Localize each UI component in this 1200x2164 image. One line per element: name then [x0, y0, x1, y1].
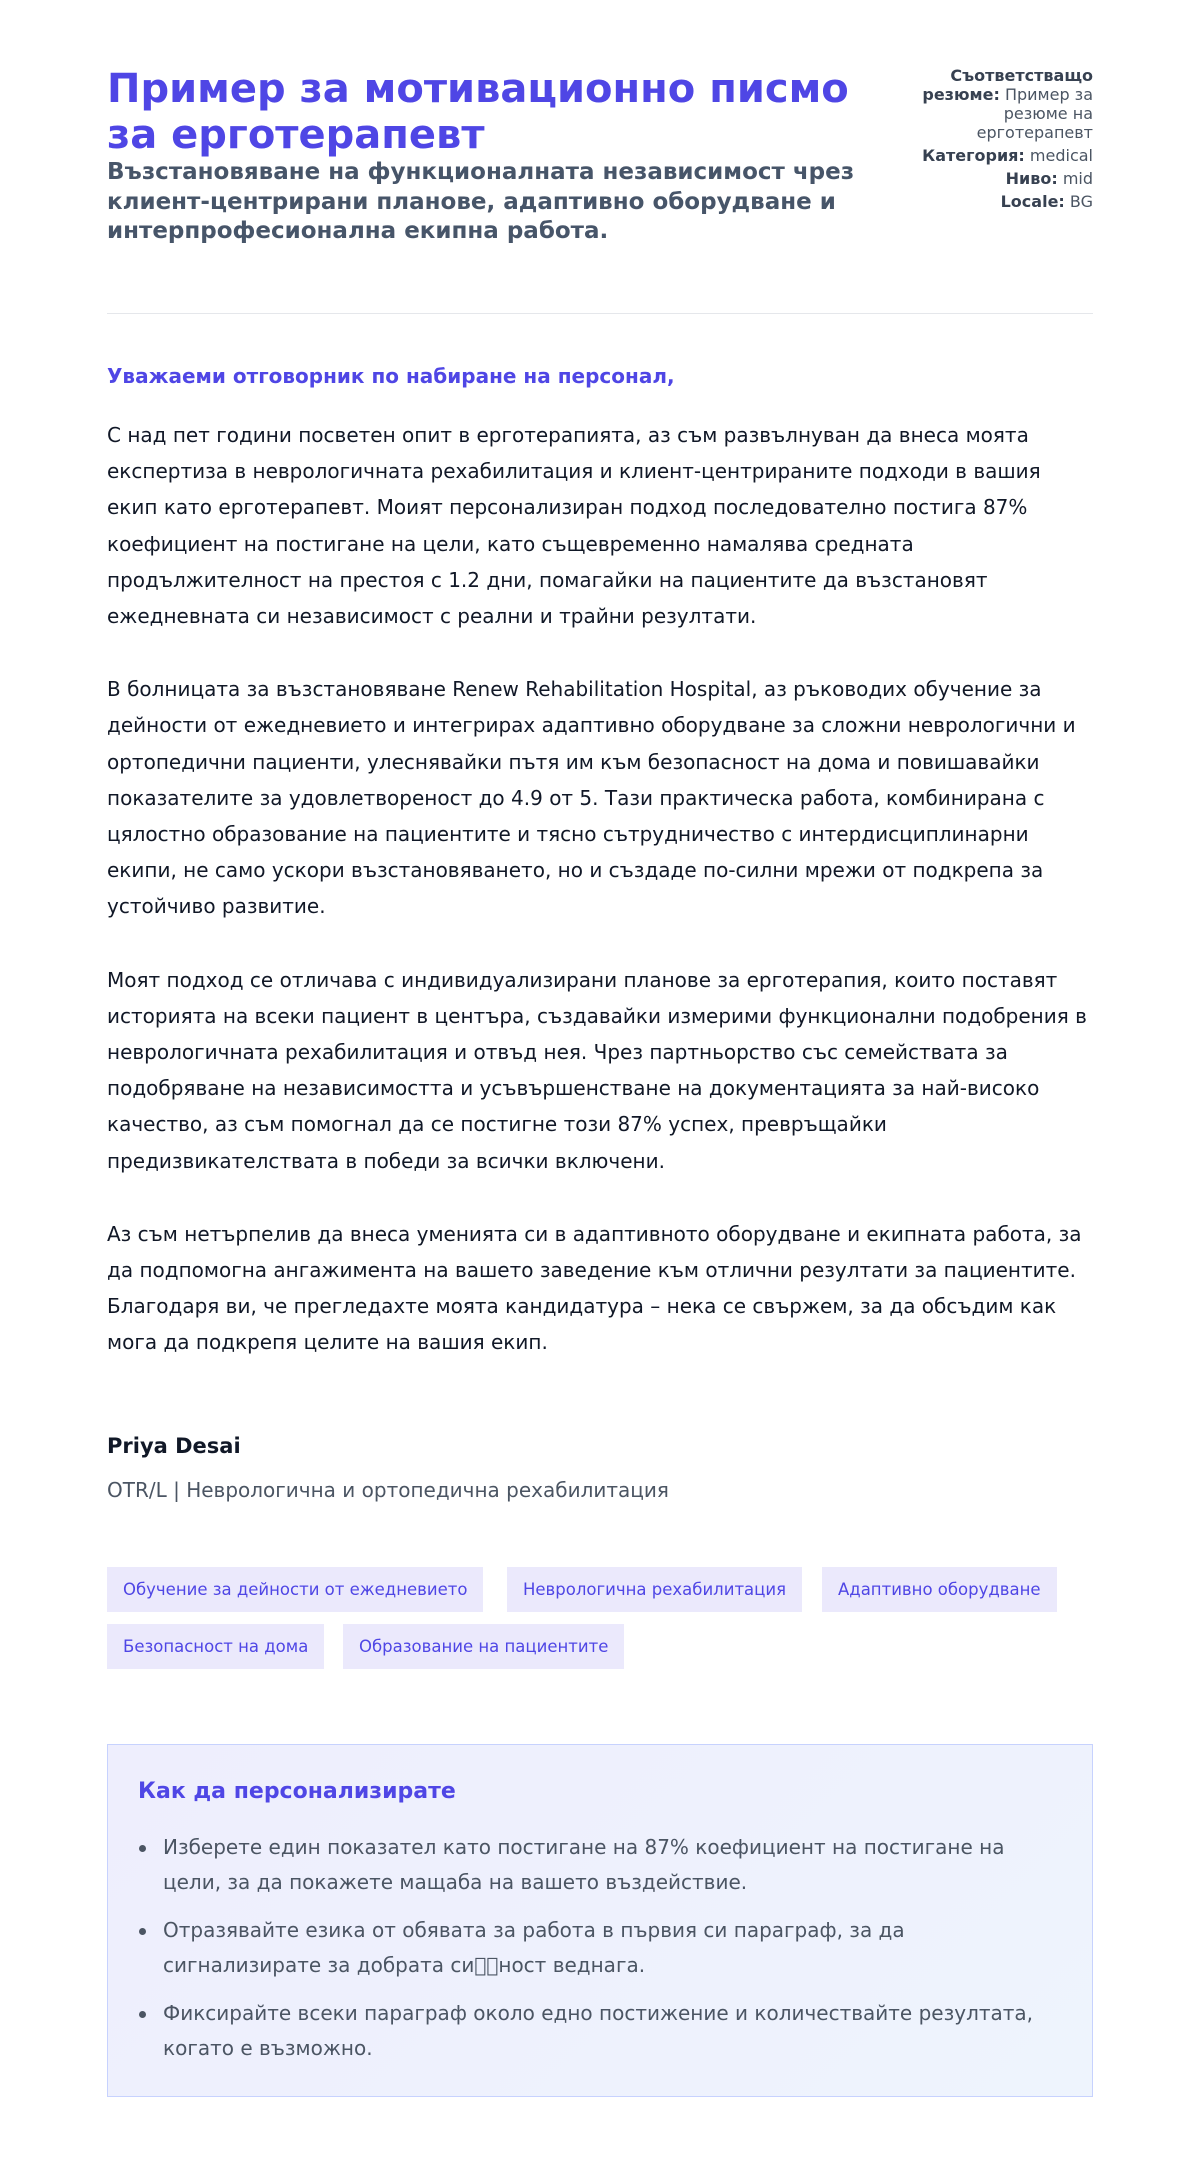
tips-list [163, 1830, 1063, 2079]
tip-item: Фиксирайте всеки параграф около едно постижение и количествайте резултата, когато е възможно. [163, 1996, 1063, 2066]
skill-tag: Обучение за дейности от ежедневието [107, 1567, 483, 1612]
salutation: Уважаеми отговорник по набиране на персонал, [107, 364, 675, 388]
page-title: Пример за мотивационно писмо за ерготерапевт [107, 66, 849, 158]
letter-paragraph: Моят подход се отличава с индивидуализирани планове за ерготерапия, които поставят историята на всеки пациент в центъра, създавайки измерими функционални подобрения в неврологичната рехабилитация и отвъд нея. Чрез партньорство със семействата за подобряване на независимостта и усъвършенстване на документацията за най-високо качество, аз съм помогнал да се постигне този 87% успех, превръщайки предизвикателствата в победи за всички включени. [107, 967, 1087, 1173]
personalization-tips [107, 1744, 1093, 2097]
header-divider [107, 313, 1093, 314]
meta-level [883, 169, 1093, 188]
title-block [107, 66, 877, 247]
tip-item: Отразявайте езика от обявата за работа в първия си параграф, за да сигнализирате за добрата си  ност веднага. [163, 1913, 1063, 1983]
page-subtitle: Възстановяване на функционалната независимост чрез клиент-центрирани планове, адаптивно оборудване и интерпрофесионална екипна работа. [107, 159, 855, 244]
letter-paragraph: Аз съм нетърпелив да внеса уменията си в адаптивното оборудване и екипната работа, за да подпомогна ангажимента на вашето заведение към отлични резултати за пациентите. Благодаря ви, че прегледахте моята кандидатура – нека се свържем, за да обсъдим как мога да подкрепя целите на вашия екип. [107, 1221, 1082, 1355]
letter-paragraph: С над пет години посветен опит в ерготерапията, аз съм развълнуван да внеса моята експертиза в неврологичната рехабилитация и клиент-центрираните подходи в вашия екип като ерготерапевт. Моият персонализиран подход последователно постига 87% коефициент на постигане на цели, като същевременно намалява средната продължителност на престоя с 1.2 дни, помагайки на пациентите да възстановят ежедневната си независимост с реални и трайни резултати. [107, 423, 1041, 629]
tips-title: Как да персонализирате [138, 1779, 456, 1804]
letter-body [107, 417, 1097, 1398]
meta-locale-label: Locale: [1000, 192, 1065, 211]
meta-resume [883, 66, 1093, 142]
skill-tag: Адаптивно оборудване [822, 1567, 1057, 1612]
meta-resume-label: Съответстващо резюме: [922, 66, 1093, 104]
meta-panel [883, 66, 1093, 215]
meta-level-value: mid [1062, 169, 1093, 188]
meta-level-label: Ниво: [1005, 169, 1058, 188]
meta-locale [883, 192, 1093, 211]
signature-role: OTR/L | Неврологична и ортопедична рехабилитация [107, 1478, 669, 1502]
tip-item: Изберете един показател като постигане на 87% коефициент на постигане на цели, за да покажете мащаба на вашето въздействие. [163, 1830, 1063, 1900]
page-header [107, 66, 1093, 314]
letter-paragraph: В болницата за възстановяване Renew Rehabilitation Hospital, аз ръководих обучение за дейности от ежедневието и интегрирах адаптивно оборудване за сложни неврологични и ортопедични пациенти, улеснявайки пътя им към безопасност на дома и повишавайки показателите за удовлетвореност до 4.9 от 5. Тази практическа работа, комбинирана с цялостно образование на пациентите и тясно сътрудничество с интердисциплинарни екипи, не само ускори възстановяването, но и създаде по-силни мрежи от подкрепа за устойчиво развитие. [107, 677, 1076, 919]
signature-name: Priya Desai [107, 1434, 241, 1458]
skill-tag: Образование на пациентите [343, 1624, 624, 1669]
skill-tag: Безопасност на дома [107, 1624, 324, 1669]
skill-tag: Неврологична рехабилитация [507, 1567, 802, 1612]
meta-category [883, 146, 1093, 165]
meta-resume-value: Пример за резюме на ерготерапевт [976, 85, 1093, 142]
meta-category-label: Категория: [922, 146, 1025, 165]
meta-category-value: medical [1029, 146, 1093, 165]
meta-locale-value: BG [1069, 192, 1093, 211]
